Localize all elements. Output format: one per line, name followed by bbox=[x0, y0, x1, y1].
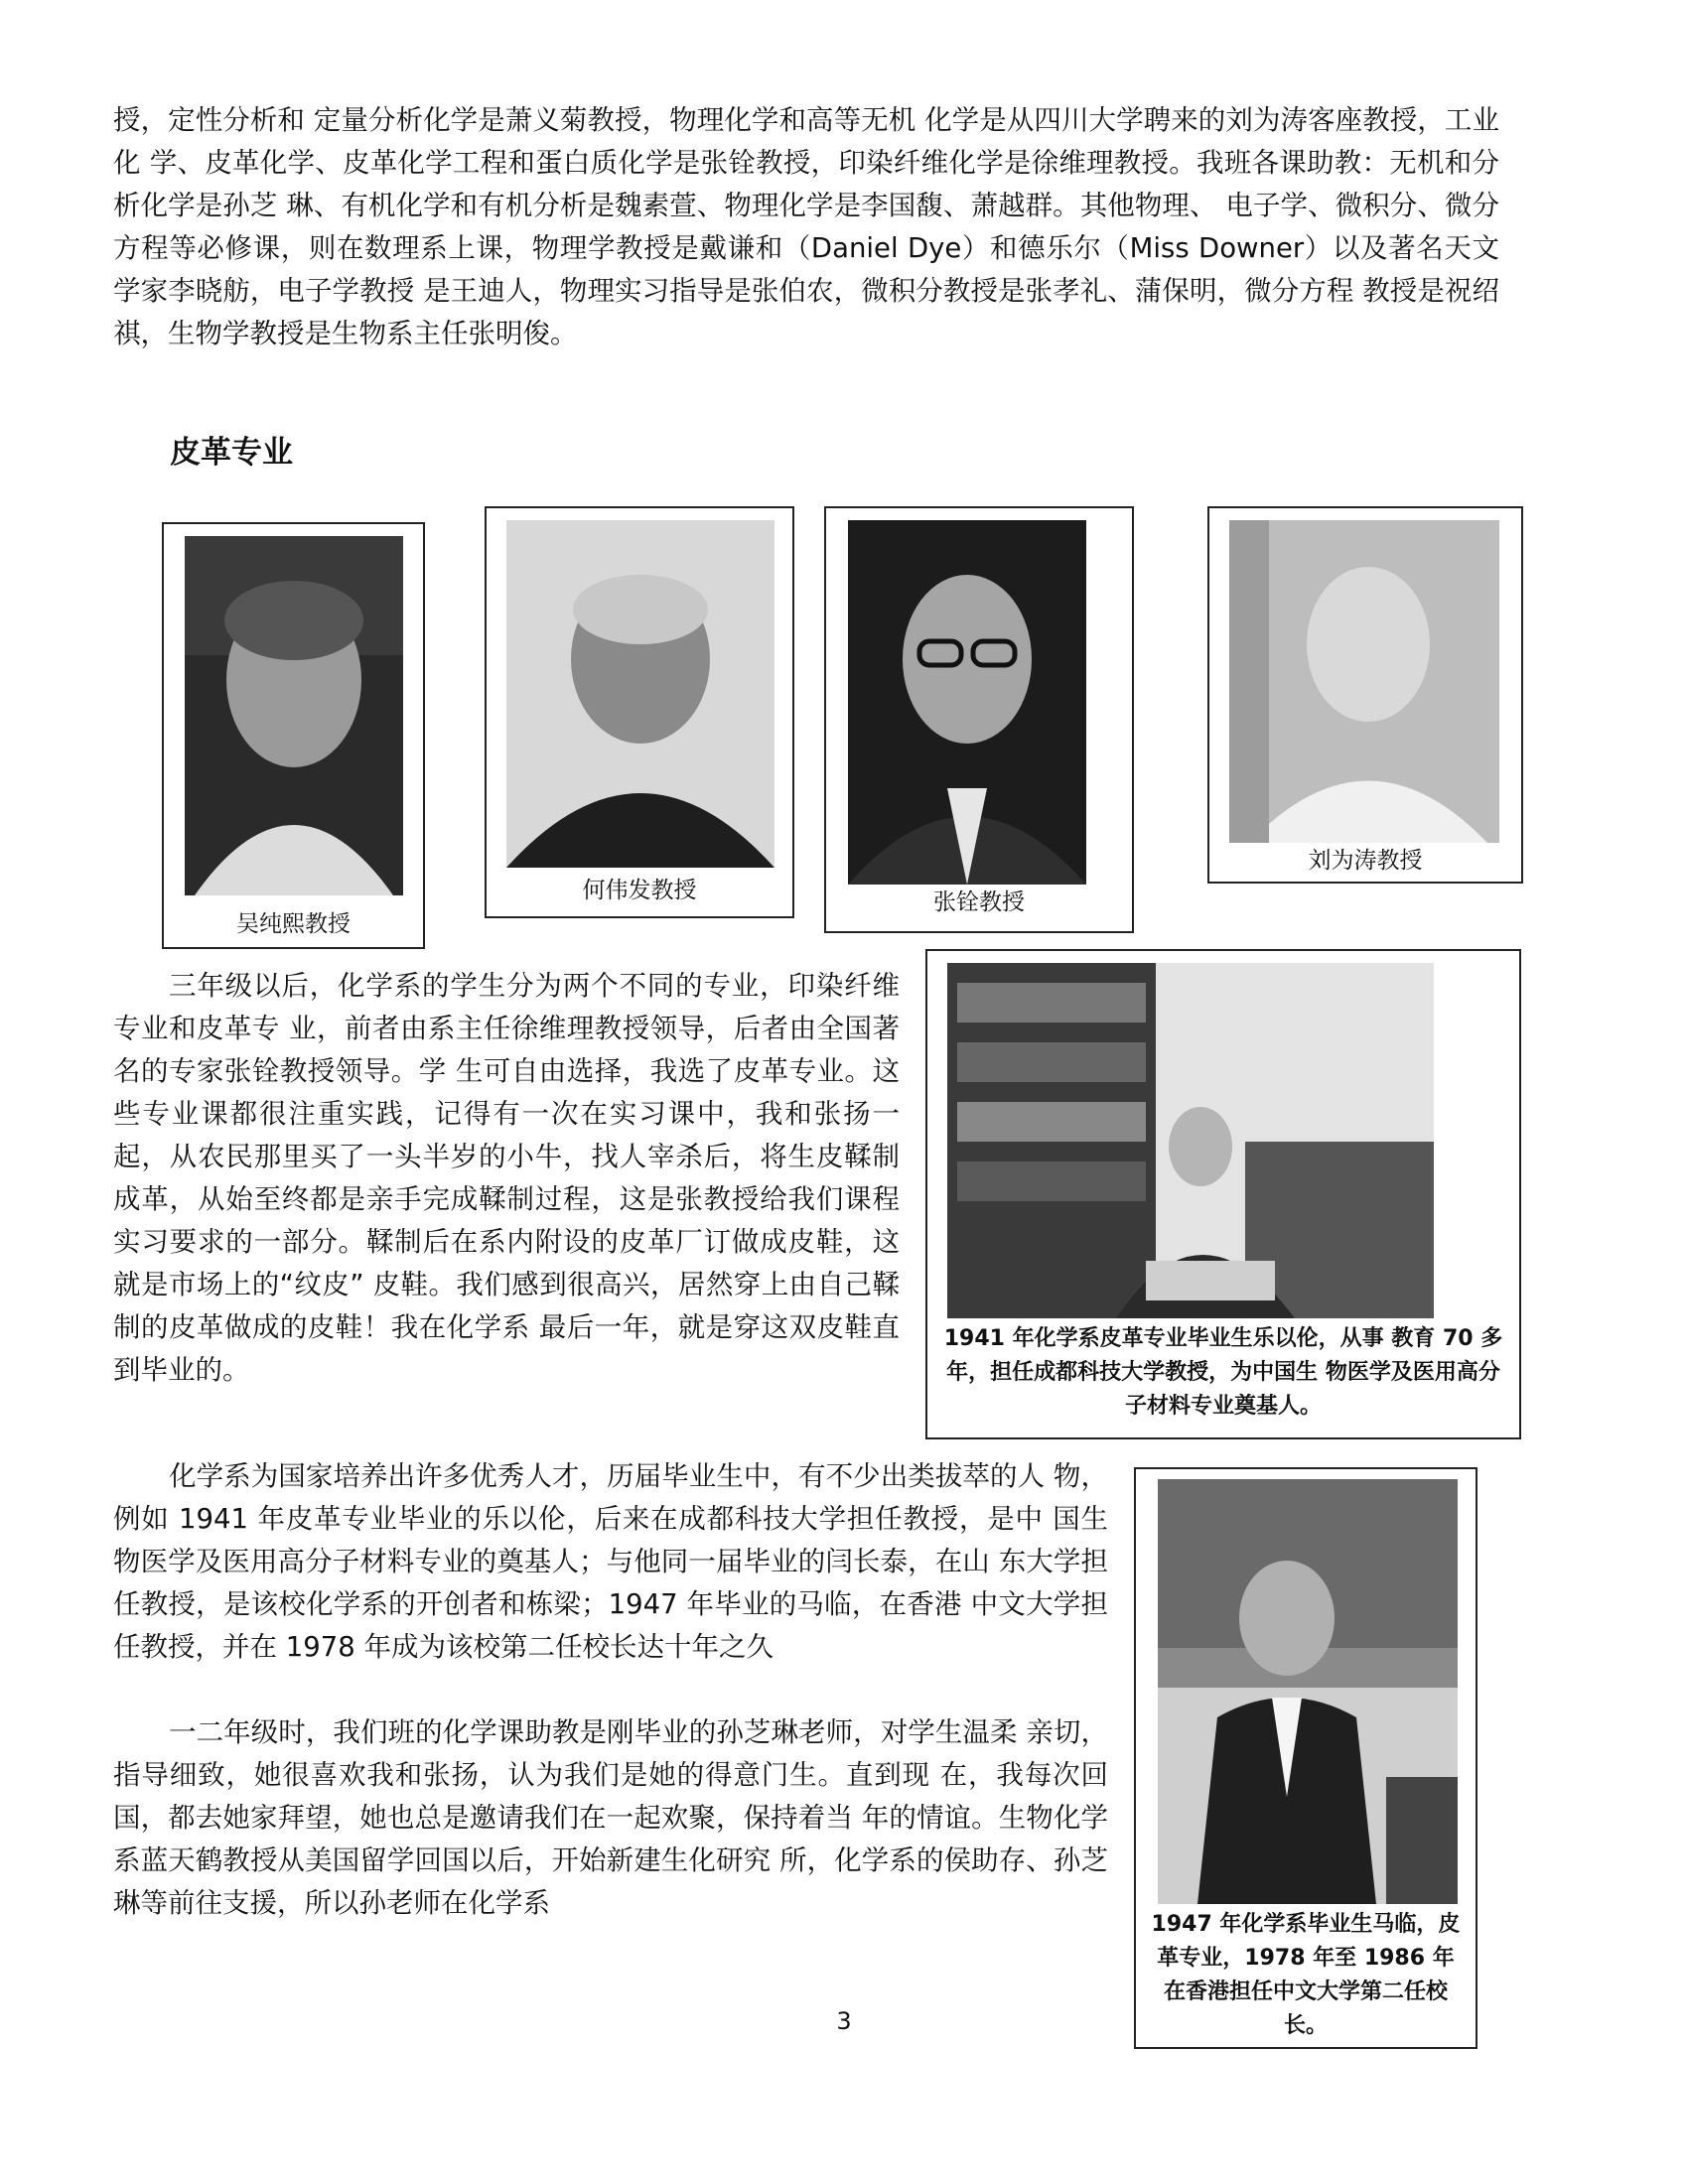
portrait-card-wu bbox=[162, 522, 425, 949]
photo-card-le-yilun bbox=[925, 949, 1521, 1439]
portrait-photo-icon bbox=[1158, 1479, 1458, 1904]
photo-card-ma-lin bbox=[1134, 1467, 1477, 2049]
portrait-card-he bbox=[485, 506, 794, 918]
portrait-card-zhang bbox=[824, 506, 1134, 933]
intro-paragraph: 授，定性分析和 定量分析化学是萧义菊教授，物理化学和高等无机 化学是从四川大学聘来的刘为涛客座教授，工业化 学、皮革化学、皮革化学工程和蛋白质化学是张铨教授，印染纤维化学是徐维理教授。我班各课助教：无机和分析化学是孙芝 琳、有机化学和有机分析是魏素萱、物理化学是李国馥、萧越群。其他物理、 电子学、微积分、微分方程等必修课，则在数理系上课，物理学教授是戴谦和（Daniel Dye）和德乐尔（Miss Downer）以及著名天文学家李晓舫，电子学教授 是王迪人，物理实习指导是张伯农，微积分教授是张孝礼、蒲保明，微分方程 教授是祝绍祺，生物学教授是生物系主任张明俊。 bbox=[113, 104, 1499, 349]
paragraph-assistant: 一二年级时，我们班的化学课助教是刚毕业的孙芝琳老师，对学生温柔 亲切，指导细致，她很喜欢我和张扬，认为我们是她的得意门生。直到现 在，我每次回国，都去她家拜望，她也总是邀请我们在一起欢聚，保持着当 年的情谊。生物化学系蓝天鹤教授从美国留学回国以后，开始新建生化研究 所，化学系的侯助存、孙芝琳等前往支援，所以孙老师在化学系 bbox=[113, 1716, 1108, 1919]
portrait-photo-icon bbox=[185, 536, 403, 895]
portrait-photo-icon bbox=[1229, 520, 1499, 843]
photo-caption-le-yilun: 1941 年化学系皮革专业毕业生乐以伦，从事 教育 70 多年，担任成都科技大学教授，为中国生 物医学及医用高分子材料专业奠基人。 bbox=[943, 1326, 1503, 1419]
section-heading: 皮革专业 bbox=[170, 435, 293, 471]
paragraph-graduates: 化学系为国家培养出许多优秀人才，历届毕业生中，有不少出类拔萃的人 物，例如 1941 年皮革专业毕业的乐以伦，后来在成都科技大学担任教授，是中 国生物医学及医用高分子材料专业的奠基人；与他同一届毕业的闫长泰，在山 东大学担任教授，是该校化学系的开创者和栋梁；1947 年毕业的马临，在香港 中文大学担任教授，并在 1978 年成为该校第二任校长达十年之久 bbox=[113, 1460, 1108, 1663]
page-number: 3 bbox=[836, 2007, 852, 2035]
portrait-photo-icon bbox=[848, 520, 1086, 885]
paragraph-major: 三年级以后，化学系的学生分为两个不同的专业，印染纤维专业和皮革专 业，前者由系主任徐维理教授领导，后者由全国著名的专家张铨教授领导。学 生可自由选择，我选了皮革专业。这些专业课都很注重实践，记得有一次在实习课中，我和张扬一起，从农民那里买了一头半岁的小牛，找人宰杀后，将生皮鞣制成革，从始至终都是亲手完成鞣制过程，这是张教授给我们课程实习要求的一部分。鞣制后在系内附设的皮革厂订做成皮鞋，这就是市场上的“纹皮” 皮鞋。我们感到很高兴，居然穿上由自己鞣制的皮革做成的皮鞋！我在化学系 最后一年，就是穿这双皮鞋直到毕业的。 bbox=[113, 970, 900, 1386]
study-photo-icon bbox=[947, 963, 1434, 1318]
portrait-caption: 吴纯熙教授 bbox=[236, 911, 351, 937]
portrait-photo-icon bbox=[506, 520, 774, 868]
portrait-card-liu bbox=[1207, 506, 1523, 884]
photo-caption-ma-lin: 1947 年化学系毕业生马临，皮革专业，1978 年至 1986 年在香港担任中文大学第二任校长。 bbox=[1151, 1912, 1461, 2038]
portrait-caption: 张铨教授 bbox=[933, 889, 1025, 915]
portrait-caption: 刘为涛教授 bbox=[1308, 848, 1423, 874]
portrait-caption: 何伟发教授 bbox=[582, 878, 697, 903]
